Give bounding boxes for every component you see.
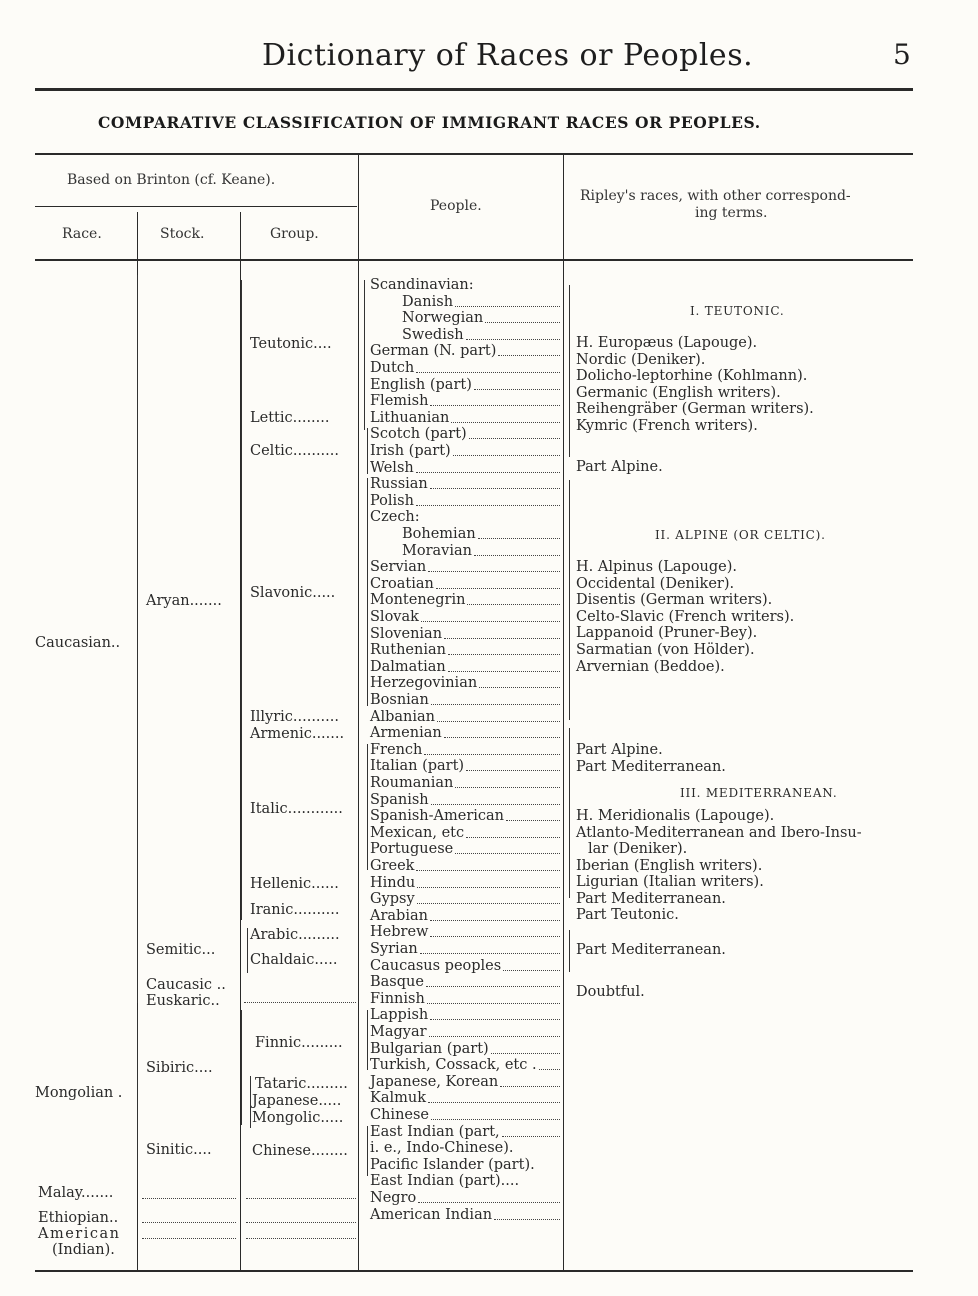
caucasian-brace: [137, 275, 138, 1003]
ripley-doubtful: Doubtful.: [576, 984, 645, 1000]
people-name: Mexican, etc: [370, 824, 465, 841]
group-celtic: Celtic..........: [250, 443, 339, 459]
aryan-brace: [241, 280, 242, 920]
dot-leader: [416, 493, 560, 506]
people-row: [366, 294, 562, 310]
people-name: Moravian: [402, 542, 472, 559]
race-ethiopian: Ethiopian..: [38, 1210, 119, 1226]
scandinavian-brace: [364, 280, 365, 430]
ripley-term: Celto-Slavic (French writers).: [576, 608, 795, 625]
people-row: [366, 1024, 562, 1040]
ripley-term: H. Alpinus (Lapouge).: [576, 559, 738, 575]
dot-leader: [491, 1041, 560, 1054]
ripley-term: Germanic (English writers).: [576, 384, 781, 401]
header-group: Group.: [270, 226, 319, 242]
empty-leader-caucasic: [244, 1002, 356, 1003]
people-row: [366, 1173, 562, 1189]
people-name: Finnish: [370, 990, 425, 1007]
dot-leader: [448, 642, 560, 655]
dot-leader: [539, 1057, 560, 1070]
group-illyric: Illyric..........: [250, 709, 339, 725]
dot-leader: [455, 294, 560, 307]
ripley-part-mediterranean-1: Part Mediterranean.: [576, 759, 726, 775]
group-japanese: Japanese.....: [252, 1093, 342, 1109]
people-row: [366, 1207, 562, 1223]
dot-leader: [428, 559, 560, 572]
people-name: Bulgarian (part): [370, 1040, 489, 1057]
people-name: Spanish-American: [370, 808, 504, 825]
header-bottom-rule: [35, 259, 913, 261]
dot-leader: [430, 476, 560, 489]
people-row: [366, 626, 562, 642]
group-mongolic: Mongolic.....: [252, 1110, 344, 1126]
finnic-brace: [367, 1010, 368, 1070]
dot-leader: [474, 377, 560, 390]
people-name: Flemish: [370, 393, 429, 410]
people-row: [366, 659, 562, 675]
ripley-term: H. Meridionalis (Lapouge).: [576, 808, 775, 824]
people-name: Servian: [370, 559, 427, 576]
people-name: Lithuanian: [370, 409, 450, 426]
dot-leader: [424, 742, 560, 755]
slavonic-brace: [367, 478, 368, 706]
ripley-term: Lappanoid (Pruner-Bey).: [576, 625, 758, 642]
people-row: [366, 310, 562, 326]
people-row: [366, 891, 562, 907]
people-name: Caucasus peoples: [370, 957, 502, 974]
people-name: Polish: [370, 492, 414, 509]
dot-leader: [479, 675, 560, 688]
people-row: [366, 958, 562, 974]
empty-leader-ethiopian-stock: [142, 1222, 236, 1223]
dot-leader: [506, 808, 560, 821]
ripley-alpine-heading: II. ALPINE (OR CELTIC).: [655, 528, 826, 542]
people-name: Greek: [370, 858, 415, 874]
people-name: Syrian: [370, 941, 418, 957]
people-name: Russian: [370, 476, 428, 493]
sibiric-brace: [241, 1010, 242, 1125]
people-name: Gypsy: [370, 891, 415, 908]
people-name: Armenian: [370, 725, 442, 742]
people-row: [366, 808, 562, 824]
italic-brace: [367, 744, 368, 870]
dot-leader: [474, 543, 560, 556]
empty-leader-malay-group: [246, 1198, 356, 1199]
col-divider-group-people: [358, 155, 359, 1270]
people-name: Portuguese: [370, 841, 454, 858]
ripley-term: Iberian (English writers).: [576, 857, 763, 874]
dot-leader: [430, 924, 560, 937]
ripley-term: H. Europæus (Lapouge).: [576, 335, 758, 351]
dot-leader: [448, 659, 560, 672]
dot-leader: [455, 775, 560, 788]
people-name: German (N. part): [370, 343, 497, 360]
people-name: Spanish: [370, 791, 429, 808]
header-stock: Stock.: [160, 226, 205, 242]
people-row: [366, 841, 562, 857]
ripley-alpine-brace: [569, 480, 570, 720]
dot-leader: [429, 1024, 560, 1037]
people-name: Pacific Islander (part).: [370, 1156, 535, 1173]
people-name: Bosnian: [370, 692, 429, 708]
dot-leader: [498, 343, 560, 356]
people-name: American Indian: [370, 1206, 493, 1223]
ripley-term: Arvernian (Beddoe).: [576, 658, 725, 675]
people-row: [366, 493, 562, 509]
people-row: [366, 642, 562, 658]
dot-leader: [417, 891, 560, 904]
dot-leader: [431, 692, 560, 705]
dot-leader: [466, 327, 560, 340]
people-row: [366, 393, 562, 409]
stock-caucasic: Caucasic ..: [146, 977, 226, 993]
dot-leader: [469, 426, 560, 439]
stock-semitic: Semitic...: [146, 942, 216, 958]
dot-leader: [478, 526, 560, 539]
header-based-on: Based on Brinton (cf. Keane).: [67, 172, 276, 188]
group-tataric: Tataric.........: [255, 1076, 348, 1092]
ripley-gypsy-brace: [569, 930, 570, 972]
ripley-term: Disentis (German writers).: [576, 592, 773, 609]
dot-leader: [467, 592, 560, 605]
dot-leader: [466, 758, 560, 771]
dot-leader: [427, 991, 560, 1004]
people-name: Negro: [370, 1190, 417, 1206]
dot-leader: [451, 410, 560, 423]
people-name: French: [370, 741, 423, 758]
people-row: [366, 709, 562, 725]
ripley-term: Ligurian (Italian writers).: [576, 874, 764, 891]
people-row: [366, 576, 562, 592]
dot-leader: [418, 1190, 560, 1203]
dot-leader: [426, 974, 560, 987]
col-divider-people-ripley: [563, 155, 564, 1270]
people-name: Hindu: [370, 874, 416, 891]
people-name: Croatian: [370, 575, 434, 592]
people-name: Ruthenian: [370, 642, 446, 659]
dot-leader: [416, 360, 560, 373]
group-chaldaic: Chaldaic.....: [250, 952, 338, 968]
group-slavonic: Slavonic.....: [250, 585, 336, 601]
dot-leader: [453, 443, 560, 456]
people-row: [366, 343, 562, 359]
people-row: [366, 592, 562, 608]
group-lettic: Lettic........: [250, 410, 330, 426]
people-row: [366, 825, 562, 841]
ripley-med-brace: [569, 728, 570, 898]
group-teutonic: Teutonic....: [250, 336, 332, 352]
people-name: Magyar: [370, 1024, 427, 1040]
dot-leader: [455, 841, 560, 854]
people-row: [366, 377, 562, 393]
people-row: [366, 974, 562, 990]
ripley-term: Nordic (Deniker).: [576, 351, 706, 368]
dot-leader: [428, 1090, 560, 1103]
people-name: Herzegovinian: [370, 675, 478, 692]
people-name: Arabian: [370, 907, 428, 924]
chinese-brace: [367, 1126, 368, 1176]
people-name: Lappish: [370, 1007, 429, 1024]
ripley-teutonic-heading: I. TEUTONIC.: [690, 304, 785, 318]
people-row: [366, 1124, 562, 1140]
dot-leader: [485, 310, 560, 323]
ripley-term: Sarmatian (von Hölder).: [576, 641, 755, 658]
people-row: [366, 908, 562, 924]
people-row: [366, 875, 562, 891]
people-name: Japanese, Korean: [370, 1073, 499, 1090]
race-american: American: [38, 1226, 121, 1242]
header-rule: [35, 88, 913, 91]
ripley-part-teutonic: Part Teutonic.: [576, 907, 679, 923]
people-name: East Indian (part)....: [370, 1173, 520, 1190]
brinton-underline: [35, 206, 357, 207]
ripley-term: Atlanto-Mediterranean and Ibero-Insu-: [576, 824, 862, 841]
tataric-brace: [250, 1076, 251, 1128]
people-row: [366, 460, 562, 476]
ripley-alpine-terms: [576, 559, 794, 675]
dot-leader: [417, 875, 560, 888]
ripley-term: Dolicho-leptorhine (Kohlmann).: [576, 368, 808, 385]
people-name: Czech:: [370, 509, 420, 526]
race-malay: Malay.......: [38, 1185, 114, 1201]
people-name: Irish (part): [370, 443, 451, 459]
dot-leader: [444, 725, 560, 738]
people-row: [366, 443, 562, 459]
empty-leader-american-stock: [142, 1238, 236, 1239]
dot-leader: [437, 709, 560, 722]
stock-sinitic: Sinitic....: [146, 1142, 212, 1158]
people-name: Swedish: [402, 326, 464, 343]
people-name: Roumanian: [370, 775, 454, 791]
people-name: Scotch (part): [370, 426, 467, 443]
people-name: Slovenian: [370, 625, 443, 642]
people-name: Dutch: [370, 360, 415, 376]
dot-leader: [430, 908, 560, 921]
group-finnic: Finnic.........: [255, 1035, 343, 1051]
celtic-brace: [367, 428, 368, 474]
people-row: [366, 1074, 562, 1090]
people-name: Italian (part): [370, 758, 465, 775]
running-title: Dictionary of Races or Peoples.: [262, 38, 754, 73]
people-row: [366, 941, 562, 957]
people-name: Danish: [402, 293, 454, 310]
people-row: [366, 725, 562, 741]
people-row: [366, 410, 562, 426]
people-row: [366, 509, 562, 525]
people-name: Basque: [370, 974, 424, 991]
people-name: Albanian: [370, 708, 435, 725]
people-row: [366, 327, 562, 343]
people-row: [366, 858, 562, 874]
people-name: Bohemian: [402, 526, 476, 542]
people-name: Chinese: [370, 1107, 430, 1123]
people-row: [366, 692, 562, 708]
section-title: COMPARATIVE CLASSIFICATION OF IMMIGRANT RACES OR PEOPLES.: [98, 113, 761, 132]
dot-leader: [420, 941, 560, 954]
header-ripley-line2: ing terms.: [695, 205, 768, 221]
header-ripley-line1: Ripley's races, with other correspond-: [580, 188, 851, 204]
people-name: i. e., Indo-Chinese).: [370, 1140, 514, 1157]
people-row: [366, 1157, 562, 1173]
race-mongolian: Mongolian .: [35, 1085, 123, 1101]
group-hellenic: Hellenic......: [250, 876, 339, 892]
ripley-part-alpine-2: Part Alpine.: [576, 742, 663, 758]
people-row: [366, 277, 562, 293]
people-row: [366, 543, 562, 559]
empty-leader-malay-stock: [142, 1198, 236, 1199]
ripley-part-alpine-1: Part Alpine.: [576, 459, 663, 475]
dot-leader: [503, 958, 560, 971]
mongolian-brace: [137, 1010, 138, 1180]
race-american-indian: (Indian).: [52, 1242, 115, 1258]
empty-leader-american-group: [246, 1238, 356, 1239]
iranic-arabic-brace: [247, 928, 248, 973]
ripley-teutonic-terms: [576, 335, 814, 435]
people-row: [366, 775, 562, 791]
group-iranic: Iranic..........: [250, 902, 340, 918]
ripley-part-mediterranean-2: Part Mediterranean.: [576, 891, 726, 907]
group-chinese: Chinese........: [252, 1143, 348, 1159]
ripley-term: Kymric (French writers).: [576, 417, 758, 434]
dot-leader: [416, 460, 560, 473]
group-italic: Italic............: [250, 801, 343, 817]
dot-leader: [500, 1074, 560, 1087]
dot-leader: [416, 858, 560, 871]
stock-sibiric: Sibiric....: [146, 1060, 213, 1076]
dot-leader: [494, 1207, 560, 1220]
people-row: [366, 1090, 562, 1106]
people-row: [366, 526, 562, 542]
people-name: English (part): [370, 376, 472, 393]
ripley-teutonic-brace: [569, 285, 570, 457]
people-name: Scandinavian:: [370, 277, 474, 293]
ripley-term: Occidental (Deniker).: [576, 575, 735, 592]
dot-leader: [444, 626, 560, 639]
people-name: Welsh: [370, 459, 414, 476]
empty-leader-ethiopian-group: [246, 1222, 356, 1223]
people-name: Slovak: [370, 609, 419, 625]
table-top-rule: [35, 153, 913, 155]
people-name: East Indian (part,: [370, 1123, 500, 1140]
page-number: 5: [893, 38, 911, 71]
group-arabic: Arabic.........: [250, 927, 340, 943]
dot-leader: [430, 1007, 560, 1020]
people-row: [366, 476, 562, 492]
dot-leader: [502, 1124, 560, 1137]
people-row: [366, 742, 562, 758]
stock-euskaric: Euskaric..: [146, 993, 220, 1009]
people-name: Turkish, Cossack, etc .: [370, 1057, 537, 1074]
dot-leader: [430, 393, 560, 406]
people-row: [366, 758, 562, 774]
people-name: Norwegian: [402, 310, 484, 327]
people-row: [366, 675, 562, 691]
people-row: [366, 991, 562, 1007]
table-bottom-rule: [35, 1270, 913, 1272]
people-row: [366, 559, 562, 575]
dot-leader: [431, 792, 560, 805]
dot-leader: [466, 825, 560, 838]
dot-leader: [421, 609, 560, 622]
dot-leader: [431, 1107, 560, 1120]
people-row: [366, 1190, 562, 1206]
ripley-mediterranean-terms: [576, 808, 862, 891]
people-row: [366, 609, 562, 625]
header-people: People.: [430, 198, 482, 214]
people-row: [366, 924, 562, 940]
people-name: Hebrew: [370, 924, 429, 941]
people-row: [366, 360, 562, 376]
people-row: [366, 1007, 562, 1023]
people-name: Kalmuk: [370, 1090, 426, 1107]
people-row: [366, 1041, 562, 1057]
people-name: Dalmatian: [370, 658, 446, 675]
ripley-part-mediterranean-3: Part Mediterranean.: [576, 942, 726, 958]
ripley-term: lar (Deniker).: [588, 841, 688, 858]
people-row: [366, 1057, 562, 1073]
group-armenic: Armenic.......: [250, 726, 345, 742]
ripley-mediterranean-heading: III. MEDITERRANEAN.: [680, 786, 838, 800]
people-row: [366, 792, 562, 808]
header-race: Race.: [62, 226, 102, 242]
people-row: [366, 1107, 562, 1123]
race-caucasian: Caucasian..: [35, 635, 121, 651]
people-name: Montenegrin: [370, 592, 466, 609]
people-row: [366, 1140, 562, 1156]
stock-aryan: Aryan.......: [146, 593, 222, 609]
people-row: [366, 426, 562, 442]
ripley-term: Reihengräber (German writers).: [576, 401, 814, 418]
dot-leader: [436, 576, 560, 589]
